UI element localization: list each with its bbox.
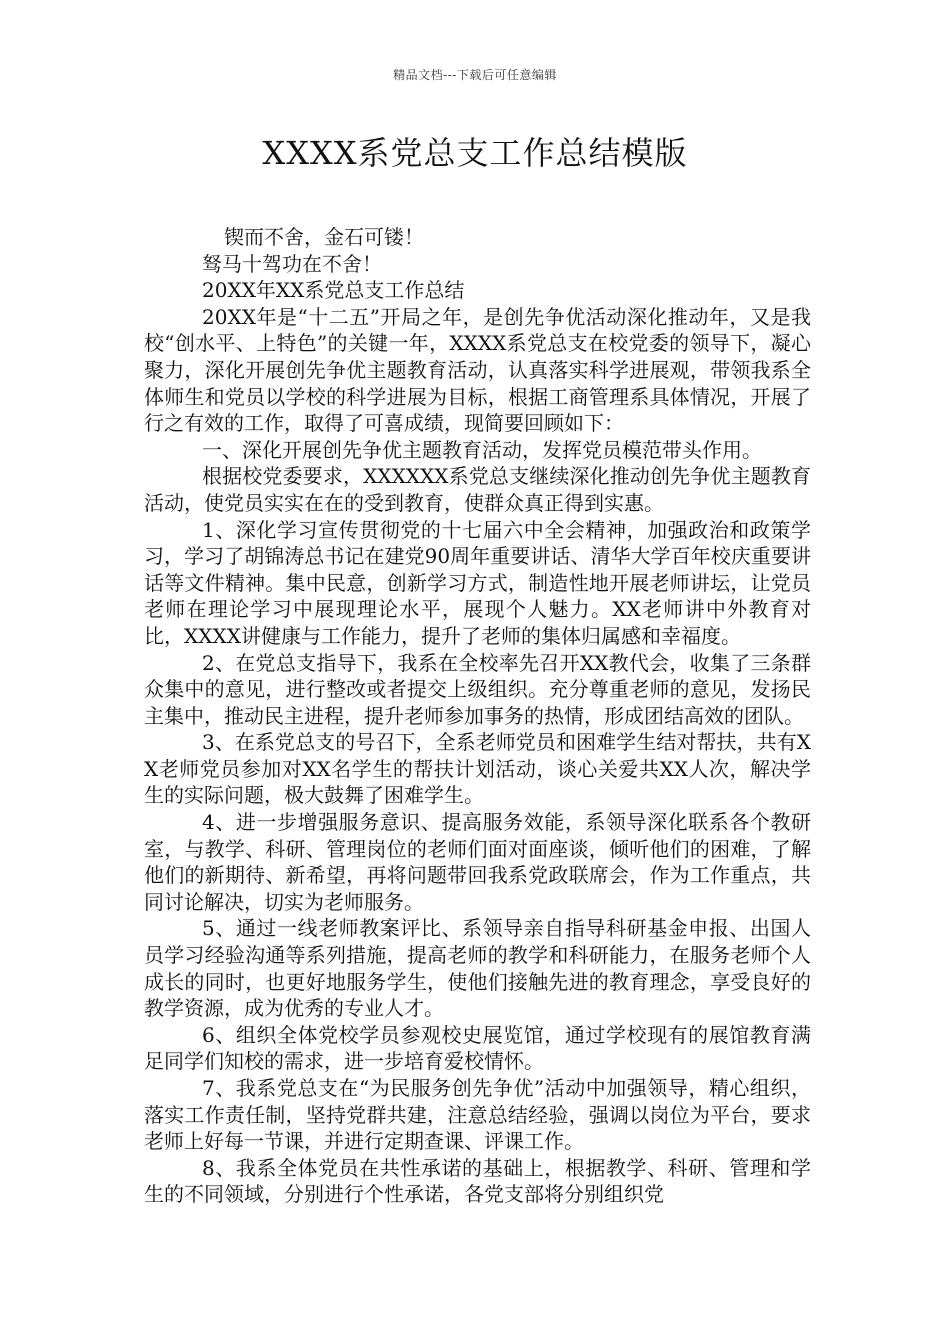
paragraph-item-3: 3、在系党总支的号召下，全系老师党员和困难学生结对帮扶，共有XX老师党员参加对XX名学生的帮扶计划活动，谈心关爱共XX人次，解决学生的实际问题，极大鼓舞了困难学生。	[144, 730, 811, 808]
paragraph-item-7: 7、我系党总支在“为民服务创先争优”活动中加强领导，精心组织，落实工作责任制，坚持党群共建，注意总结经验，强调以岗位为平台，要求老师上好每一节课，并进行定期查课、评课工作。	[144, 1076, 811, 1154]
paragraph-item-1: 1、深化学习宣传贯彻党的十七届六中全会精神，加强政治和政策学习，学习了胡锦涛总书记在建党90周年重要讲话、清华大学百年校庆重要讲话等文件精神。集中民意，创新学习方式，制造性地开展老师讲坛，让党员老师在理论学习中展现理论水平，展现个人魅力。XX老师讲中外教育对比，XXXX讲健康与工作能力，提升了老师的集体归属感和幸福度。	[144, 517, 811, 648]
paragraph-item-8: 8、我系全体党员在共性承诺的基础上，根据教学、科研、管理和学生的不同领域，分别进行个性承诺，各党支部将分别组织党	[144, 1155, 811, 1207]
paragraph-item-5: 5、通过一线老师教案评比、系领导亲自指导科研基金申报、出国人员学习经验沟通等系列措施，提高老师的教学和科研能力，在服务老师个人成长的同时，也更好地服务学生，使他们接触先进的教育理念，享受良好的教学资源，成为优秀的专业人才。	[144, 916, 811, 1021]
paragraph-intro: 20XX年是“十二五”开局之年，是创先争优活动深化推动年，又是我校“创水平、上特色”的关键一年，XXXX系党总支在校党委的领导下，凝心聚力，深化开展创先争优主题教育活动，认真落实科学进展观，带领我系全体师生和党员以学校的科学进展为目标，根据工商管理系具体情况，开展了行之有效的工作，取得了可喜成绩，现简要回顾如下：	[144, 304, 811, 436]
paragraph-motto-2: 驽马十驾功在不舍！	[202, 251, 382, 276]
paragraph-item-6: 6、组织全体党校学员参观校史展览馆，通过学校现有的展馆教育满足同学们知校的需求，进一步培育爱校情怀。	[144, 1022, 811, 1074]
paragraph-section-heading: 一、深化开展创先争优主题教育活动，发挥党员模范带头作用。	[202, 437, 762, 462]
paragraph-subtitle: 20XX年XX系党总支工作总结	[202, 278, 465, 303]
paragraph-section-intro: 根据校党委要求，XXXXXX系党总支继续深化推动创先争优主题教育活动，使党员实实在在的受到教育，使群众真正得到实惠。	[144, 464, 811, 515]
paragraph-item-4: 4、进一步增强服务意识、提高服务效能，系领导深化联系各个教研室，与教学、科研、管理岗位的老师们面对面座谈，倾听他们的困难，了解他们的新期待、新希望，再将问题带回我系党政联席会，作为工作重点，共同讨论解决，切实为老师服务。	[144, 810, 811, 914]
paragraph-motto-1: 锲而不舍，金石可镂！	[224, 225, 424, 249]
document-body	[144, 224, 811, 1208]
page-header-note: 精品文档---下载后可任意编辑	[393, 68, 557, 82]
paragraph-item-2: 2、在党总支指导下，我系在全校率先召开XX教代会，收集了三条群众集中的意见，进行整改或者提交上级组织。充分尊重老师的意见，发扬民主集中，推动民主进程，提升老师参加事务的热情，形成团结高效的团队。	[144, 650, 811, 728]
document-title: XXXX系党总支工作总结模版	[262, 134, 688, 172]
